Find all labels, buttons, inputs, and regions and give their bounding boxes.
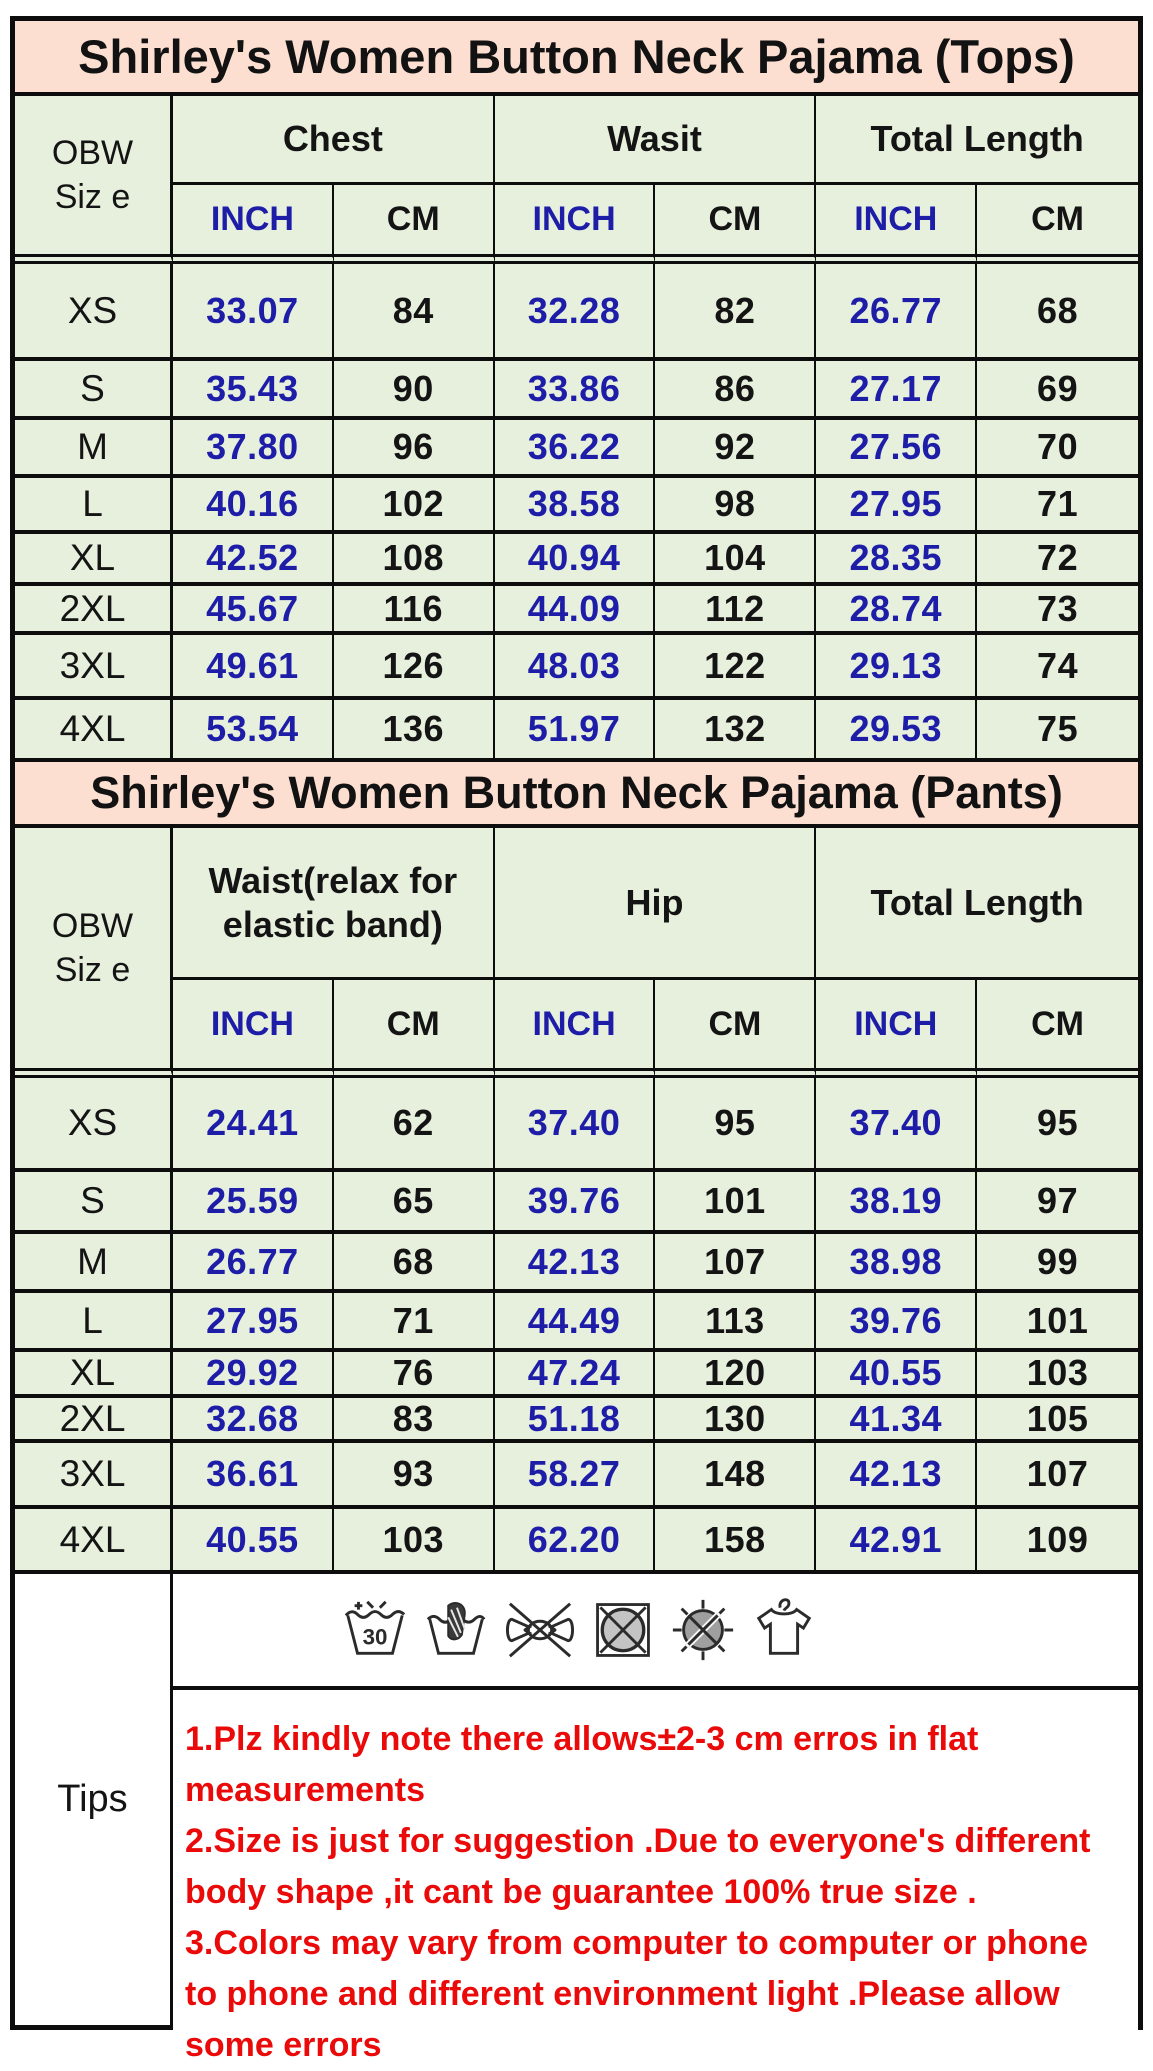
cm-value-cell: 72 — [977, 534, 1138, 586]
cm-value-cell: 103 — [334, 1509, 495, 1574]
inch-value-cell: 40.94 — [495, 534, 656, 586]
cm-value-cell: 82 — [655, 264, 816, 361]
inch-value-cell: 51.97 — [495, 700, 656, 762]
cm-value-cell: 83 — [334, 1398, 495, 1443]
size-cell: L — [15, 478, 173, 534]
size-header-line: OBW — [51, 906, 134, 945]
inch-value-cell: 39.76 — [495, 1172, 656, 1234]
size-cell: L — [15, 1293, 173, 1352]
size-cell: XS — [15, 264, 173, 361]
size-column-header — [15, 828, 173, 1078]
inch-value-cell: 38.19 — [816, 1172, 977, 1234]
drip-dry-icon — [750, 1596, 818, 1664]
inch-value-cell: 42.13 — [495, 1234, 656, 1293]
cm-value-cell: 71 — [977, 478, 1138, 534]
size-cell: S — [15, 361, 173, 420]
measure-group-header: Total Length — [816, 828, 1138, 980]
inch-value-cell: 27.17 — [816, 361, 977, 420]
cm-value-cell: 95 — [655, 1078, 816, 1172]
size-column-header — [15, 96, 173, 264]
cm-value-cell: 101 — [977, 1293, 1138, 1352]
pants-table-title: Shirley's Women Button Neck Pajama (Pants) — [15, 762, 1138, 828]
inch-value-cell: 28.35 — [816, 534, 977, 586]
tip-note: 1.Plz kindly note there allows±2-3 cm erros in flat measurements — [185, 1720, 979, 1809]
size-cell: S — [15, 1172, 173, 1234]
size-header-line: Siz e — [54, 951, 131, 989]
size-cell: XL — [15, 534, 173, 586]
tips-label: Tips — [15, 1574, 173, 2025]
do-not-tumble-dry-icon — [590, 1597, 656, 1663]
cm-value-cell: 73 — [977, 586, 1138, 635]
pants-table-body — [15, 1078, 1138, 1574]
do-not-wring-icon — [503, 1596, 577, 1664]
tip-note: 2.Size is just for suggestion .Due to everyone's different body shape ,it cant be guarantee 100% true size . — [185, 1822, 1091, 1911]
size-cell: XL — [15, 1352, 173, 1398]
unit-header: INCH — [816, 185, 977, 264]
inch-value-cell: 47.24 — [495, 1352, 656, 1398]
tips-section — [15, 1574, 1138, 2064]
unit-header: INCH — [173, 980, 334, 1078]
inch-value-cell: 39.76 — [816, 1293, 977, 1352]
tips-notes — [173, 1690, 1138, 2071]
unit-header: INCH — [495, 980, 656, 1078]
unit-header: CM — [977, 185, 1138, 264]
cm-value-cell: 92 — [655, 420, 816, 478]
cm-value-cell: 132 — [655, 700, 816, 762]
unit-header: CM — [655, 185, 816, 264]
measure-group-header: Chest — [173, 96, 495, 185]
measure-group-header: Wasit — [495, 96, 817, 185]
measure-group-header: Hip — [495, 828, 817, 980]
unit-header: CM — [977, 980, 1138, 1078]
inch-value-cell: 58.27 — [495, 1443, 656, 1509]
size-cell: 2XL — [15, 1398, 173, 1443]
inch-value-cell: 45.67 — [173, 586, 334, 635]
size-cell: 2XL — [15, 586, 173, 635]
size-cell: M — [15, 420, 173, 478]
inch-value-cell: 33.86 — [495, 361, 656, 420]
cm-value-cell: 75 — [977, 700, 1138, 762]
cm-value-cell: 68 — [977, 264, 1138, 361]
inch-value-cell: 25.59 — [173, 1172, 334, 1234]
cm-value-cell: 120 — [655, 1352, 816, 1398]
size-header-line: OBW — [51, 133, 134, 172]
cm-value-cell: 116 — [334, 586, 495, 635]
cm-value-cell: 158 — [655, 1509, 816, 1574]
size-header-line: Siz e — [54, 178, 131, 216]
size-cell: 3XL — [15, 1443, 173, 1509]
inch-value-cell: 35.43 — [173, 361, 334, 420]
measure-group-header: Total Length — [816, 96, 1138, 185]
cm-value-cell: 86 — [655, 361, 816, 420]
inch-value-cell: 51.18 — [495, 1398, 656, 1443]
inch-value-cell: 36.22 — [495, 420, 656, 478]
pants-table-header — [15, 828, 1138, 1078]
inch-value-cell: 38.98 — [816, 1234, 977, 1293]
cm-value-cell: 101 — [655, 1172, 816, 1234]
tops-table-title: Shirley's Women Button Neck Pajama (Tops) — [15, 21, 1138, 96]
cm-value-cell: 136 — [334, 700, 495, 762]
inch-value-cell: 26.77 — [816, 264, 977, 361]
inch-value-cell: 29.13 — [816, 635, 977, 700]
cm-value-cell: 102 — [334, 478, 495, 534]
size-cell: XS — [15, 1078, 173, 1172]
inch-value-cell: 44.09 — [495, 586, 656, 635]
measure-group-header: Waist(relax for elastic band) — [173, 828, 495, 980]
cm-value-cell: 62 — [334, 1078, 495, 1172]
inch-value-cell: 27.56 — [816, 420, 977, 478]
inch-value-cell: 40.55 — [816, 1352, 977, 1398]
cm-value-cell: 98 — [655, 478, 816, 534]
cm-value-cell: 99 — [977, 1234, 1138, 1293]
cm-value-cell: 105 — [977, 1398, 1138, 1443]
cm-value-cell: 68 — [334, 1234, 495, 1293]
inch-value-cell: 26.77 — [173, 1234, 334, 1293]
cm-value-cell: 71 — [334, 1293, 495, 1352]
inch-value-cell: 53.54 — [173, 700, 334, 762]
do-not-sun-dry-icon — [669, 1596, 737, 1664]
inch-value-cell: 29.53 — [816, 700, 977, 762]
tip-note: 3.Colors may vary from computer to computer or phone to phone and different environment light .Please allow some errors — [185, 1924, 1089, 2064]
unit-header: INCH — [173, 185, 334, 264]
cm-value-cell: 126 — [334, 635, 495, 700]
cm-value-cell: 69 — [977, 361, 1138, 420]
inch-value-cell: 32.28 — [495, 264, 656, 361]
inch-value-cell: 62.20 — [495, 1509, 656, 1574]
inch-value-cell: 33.07 — [173, 264, 334, 361]
cm-value-cell: 65 — [334, 1172, 495, 1234]
inch-value-cell: 27.95 — [173, 1293, 334, 1352]
inch-value-cell: 29.92 — [173, 1352, 334, 1398]
cm-value-cell: 70 — [977, 420, 1138, 478]
inch-value-cell: 24.41 — [173, 1078, 334, 1172]
inch-value-cell: 37.80 — [173, 420, 334, 478]
cm-value-cell: 74 — [977, 635, 1138, 700]
inch-value-cell: 42.13 — [816, 1443, 977, 1509]
tips-content — [173, 1574, 1138, 2064]
inch-value-cell: 42.91 — [816, 1509, 977, 1574]
unit-header: CM — [334, 980, 495, 1078]
inch-value-cell: 32.68 — [173, 1398, 334, 1443]
size-cell: 4XL — [15, 700, 173, 762]
cm-value-cell: 93 — [334, 1443, 495, 1509]
cm-value-cell: 109 — [977, 1509, 1138, 1574]
size-cell: 4XL — [15, 1509, 173, 1574]
inch-value-cell: 36.61 — [173, 1443, 334, 1509]
cm-value-cell: 76 — [334, 1352, 495, 1398]
size-cell: M — [15, 1234, 173, 1293]
cm-value-cell: 97 — [977, 1172, 1138, 1234]
size-chart-sheet — [10, 16, 1143, 2064]
inch-value-cell: 27.95 — [816, 478, 977, 534]
inch-value-cell: 44.49 — [495, 1293, 656, 1352]
cm-value-cell: 90 — [334, 361, 495, 420]
inch-value-cell: 49.61 — [173, 635, 334, 700]
cm-value-cell: 96 — [334, 420, 495, 478]
inch-value-cell: 37.40 — [495, 1078, 656, 1172]
cm-value-cell: 122 — [655, 635, 816, 700]
cm-value-cell: 95 — [977, 1078, 1138, 1172]
cm-value-cell: 113 — [655, 1293, 816, 1352]
inch-value-cell: 40.16 — [173, 478, 334, 534]
unit-header: INCH — [816, 980, 977, 1078]
cm-value-cell: 108 — [334, 534, 495, 586]
size-cell: 3XL — [15, 635, 173, 700]
inch-value-cell: 40.55 — [173, 1509, 334, 1574]
hand-wash-icon — [422, 1596, 490, 1664]
cm-value-cell: 112 — [655, 586, 816, 635]
inch-value-cell: 48.03 — [495, 635, 656, 700]
cm-value-cell: 107 — [977, 1443, 1138, 1509]
inch-value-cell: 42.52 — [173, 534, 334, 586]
cm-value-cell: 104 — [655, 534, 816, 586]
cm-value-cell: 148 — [655, 1443, 816, 1509]
unit-header: CM — [655, 980, 816, 1078]
tops-table-body — [15, 264, 1138, 762]
inch-value-cell: 28.74 — [816, 586, 977, 635]
tops-table-header — [15, 96, 1138, 264]
cm-value-cell: 130 — [655, 1398, 816, 1443]
svg-text:30: 30 — [362, 1624, 388, 1650]
unit-header: CM — [334, 185, 495, 264]
care-icons-row — [173, 1574, 1138, 1690]
inch-value-cell: 38.58 — [495, 478, 656, 534]
unit-header: INCH — [495, 185, 656, 264]
cm-value-cell: 107 — [655, 1234, 816, 1293]
cm-value-cell: 103 — [977, 1352, 1138, 1398]
wash-at-30-icon — [341, 1596, 409, 1664]
cm-value-cell: 84 — [334, 264, 495, 361]
inch-value-cell: 41.34 — [816, 1398, 977, 1443]
inch-value-cell: 37.40 — [816, 1078, 977, 1172]
